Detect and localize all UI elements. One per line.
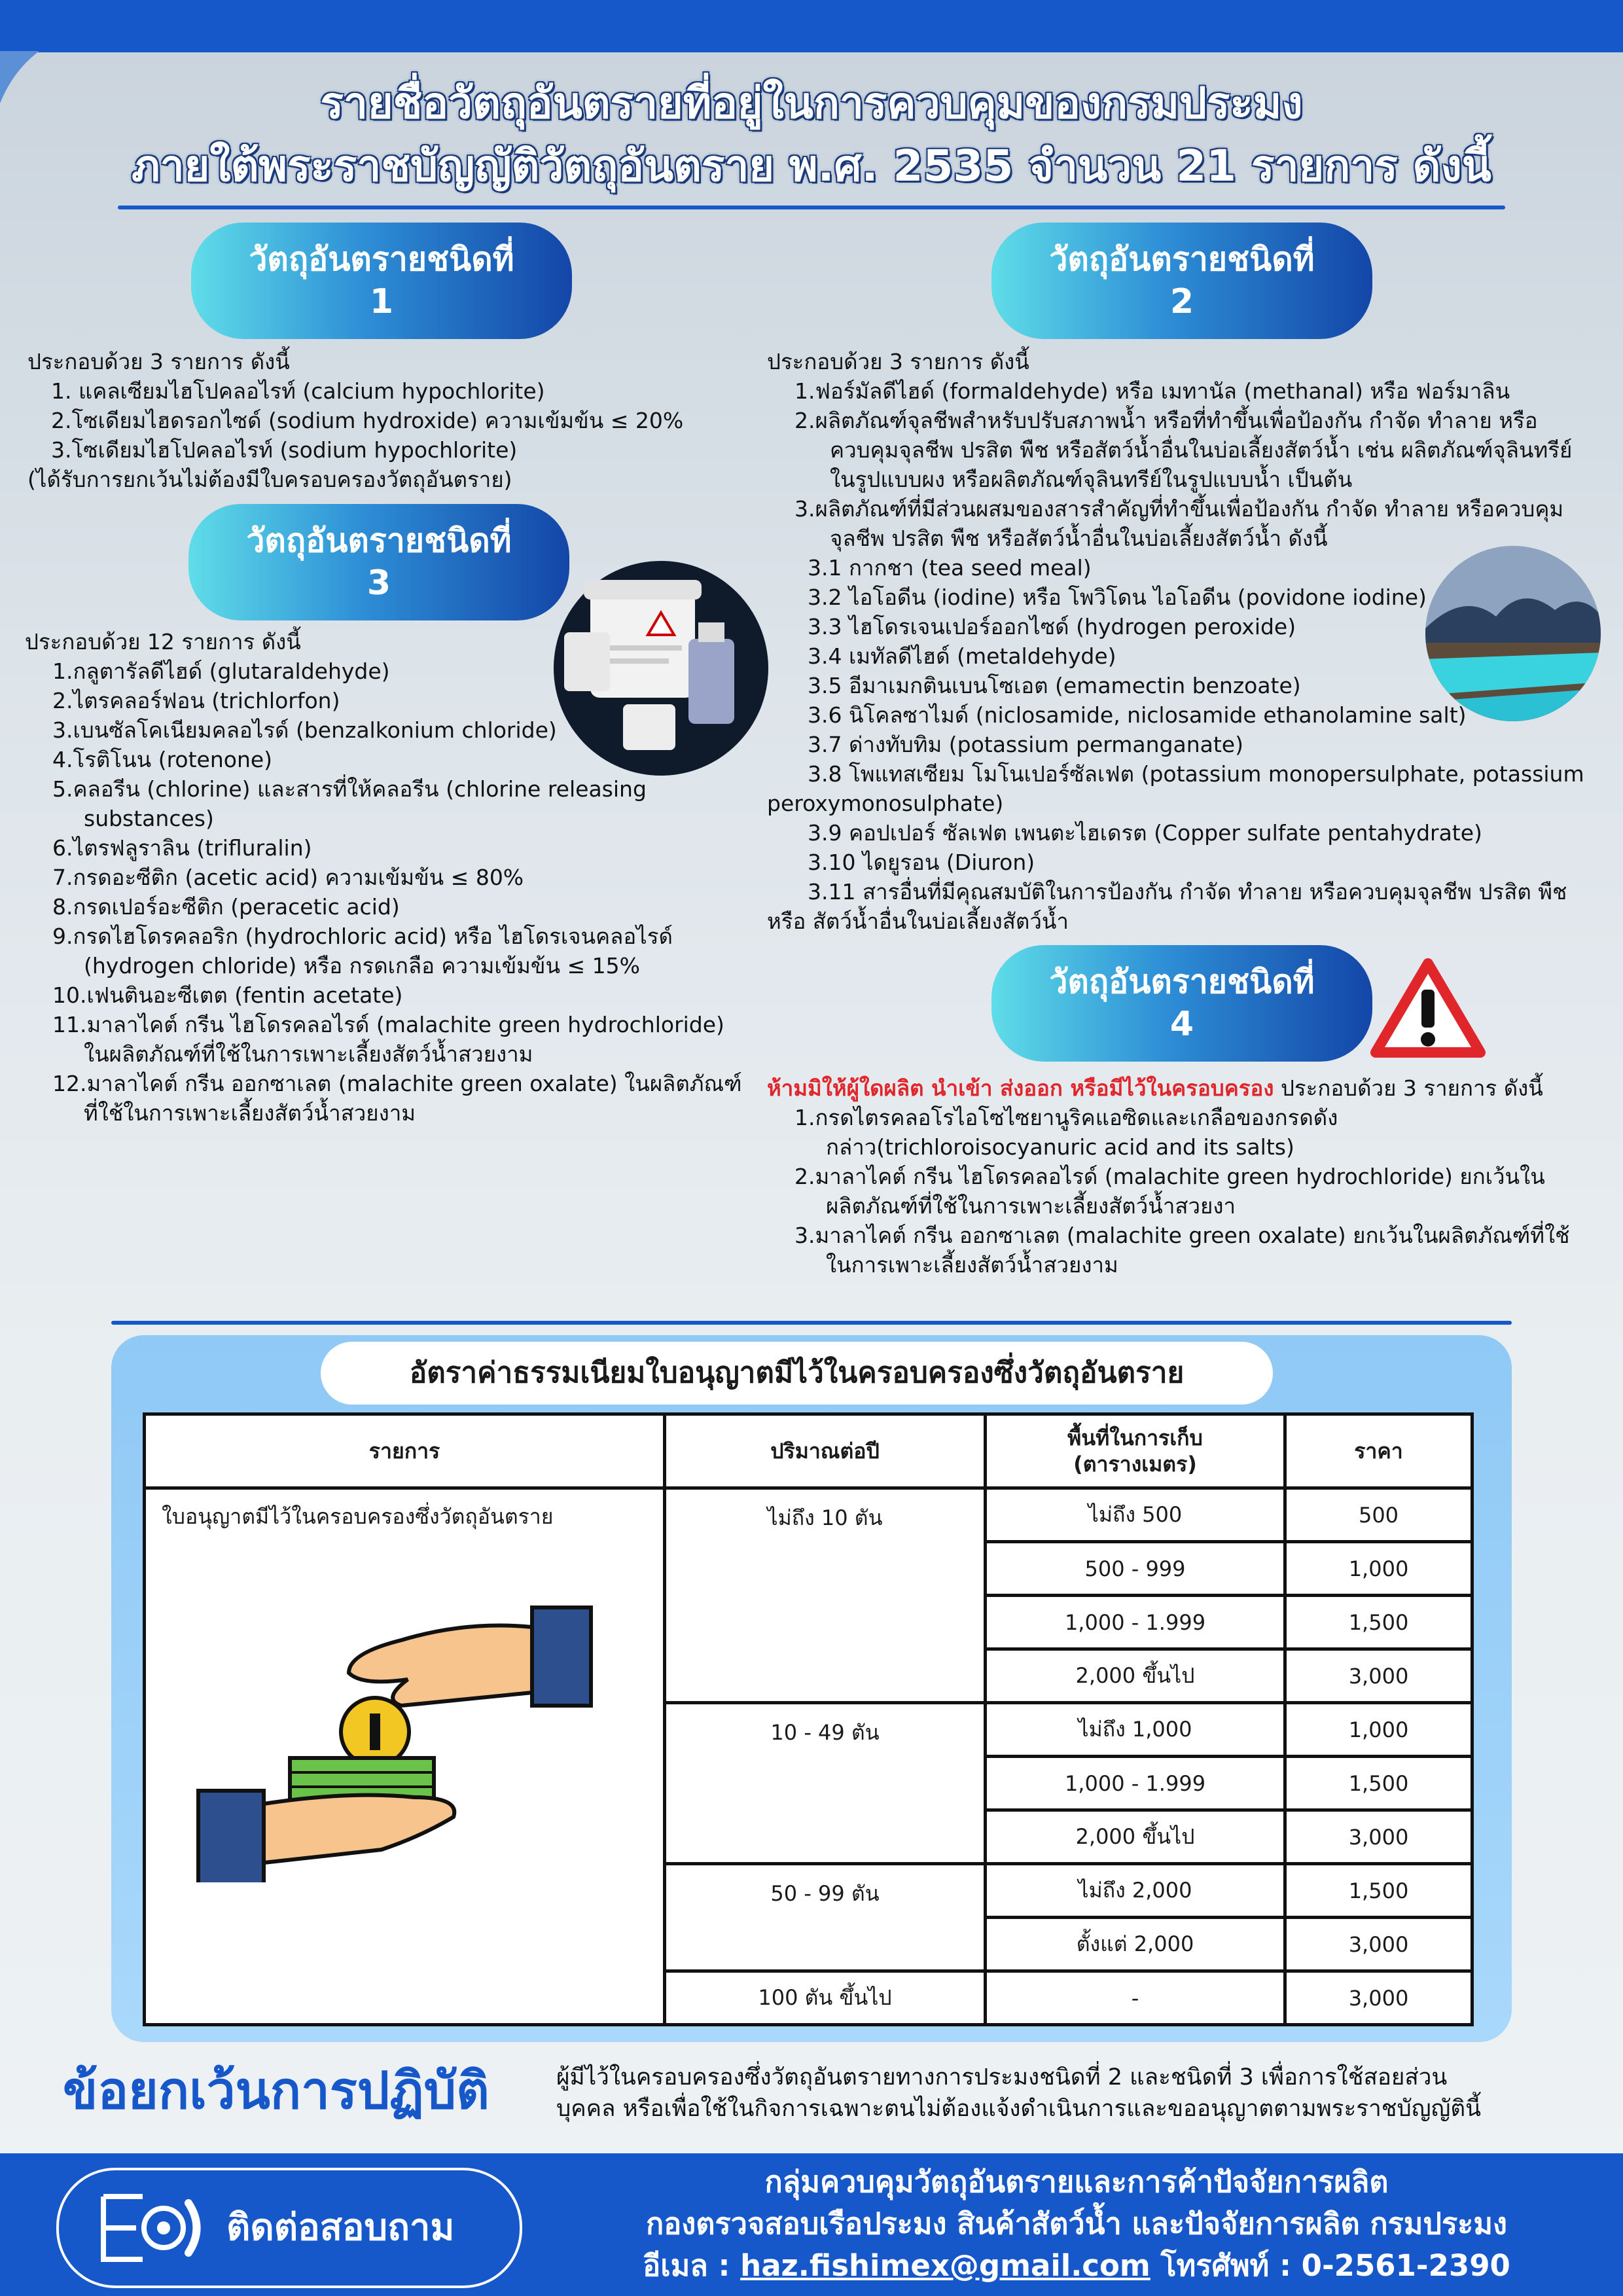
sub-item: 3.9 คอปเปอร์ ซัลเฟต เพนตะไฮเดรต (Copper sulfate pentahydrate) (808, 820, 1482, 846)
type4-badge (991, 945, 1372, 1062)
fee-table (143, 1412, 1474, 2026)
area-header-line2: (ตารางเมตร) (1073, 1452, 1197, 1477)
type4-warning: ห้ามมิให้ผู้ใดผลิต นำเข้า ส่งออก หรือมีไว้ในครอบครอง (767, 1075, 1274, 1101)
area-cell: ไม่ถึง 1,000 (986, 1703, 1285, 1757)
list-item: 11.มาลาไคต์ กรีน ไฮโดรคลอไรด์ (malachite green hydrochloride) ในผลิตภัณฑ์ที่ใช้ในการเพาะเลี้ยงสัตว์น้ำสวยงาม (52, 1012, 724, 1067)
list-item: 1.กลูตารัลดีไฮด์ (glutaraldehyde) (52, 658, 390, 684)
exception-title: ข้อยกเว้นการปฏิบัติ (63, 2062, 490, 2121)
type2-list (767, 347, 1585, 936)
email-label: อีเมล : (643, 2248, 741, 2283)
title-line-1: รายชื่อวัตถุอันตรายที่อยู่ในการควบคุมของกรมประมง (320, 78, 1303, 128)
area-cell: 1,000 - 1.999 (986, 1596, 1285, 1649)
money-hands-illustration (185, 1601, 617, 1882)
phone-number: 0-2561-2390 (1301, 2248, 1510, 2283)
sub-item: 3.3 ไฮโดรเจนเปอร์ออกไซด์ (hydrogen peroxide) (808, 614, 1296, 639)
list-item: 1.ฟอร์มัลดีไฮด์ (formaldehyde) หรือ เมทานัล (methanal) หรือ ฟอร์มาลิน (794, 378, 1510, 404)
area-cell: ไม่ถึง 2,000 (986, 1864, 1285, 1918)
column-header-price: ราคา (1285, 1414, 1472, 1488)
type2-intro: ประกอบด้วย 3 รายการ ดังนี้ (767, 349, 1029, 374)
type1-number: 1 (369, 282, 394, 321)
list-item: 10.เฟนตินอะซีเตต (fentin acetate) (52, 982, 403, 1008)
list-item: 12.มาลาไคต์ กรีน ออกซาเลต (malachite green oxalate) ในผลิตภัณฑ์ที่ใช้ในการเพาะเลี้ยงสัตว์น้ำสวยงาม (52, 1071, 742, 1126)
exception-text (556, 2062, 1584, 2125)
price-cell: 1,000 (1285, 1542, 1472, 1596)
list-item: 6.ไตรฟลูราลิน (trifluralin) (52, 835, 312, 861)
type2-number: 2 (1169, 282, 1194, 321)
page-title (0, 72, 1623, 198)
area-cell: ตั้งแต่ 2,000 (986, 1918, 1285, 1971)
sub-item: 3.6 นิโคลซาไมด์ (niclosamide, niclosamide ethanolamine salt) (808, 702, 1467, 728)
list-item: 7.กรดอะซีติก (acetic acid) ความเข้มข้น ≤ 80% (52, 865, 524, 890)
contact-label: ติดต่อสอบถาม (226, 2206, 455, 2249)
item-cell (145, 1488, 665, 2025)
type4-list (767, 1073, 1592, 1280)
footer-info (563, 2161, 1590, 2287)
list-item: 5.คลอรีน (chlorine) และสารที่ให้คลอรีน (chlorine releasing substances) (52, 776, 647, 831)
sub-item: 3.10 ไดยูรอน (Diuron) (808, 850, 1035, 875)
area-cell: 2,000 ขึ้นไป (986, 1810, 1285, 1864)
type1-label: วัตถุอันตรายชนิดที่ (249, 240, 514, 278)
sub-item: 3.4 เมทัลดีไฮด์ (metaldehyde) (808, 643, 1116, 669)
contact-line (563, 2245, 1590, 2287)
area-cell: 500 - 999 (986, 1542, 1285, 1596)
type2-label: วัตถุอันตรายชนิดที่ (1049, 240, 1315, 278)
sub-item: 3.2 ไอโอดีน (iodine) หรือ โพวิโดน ไอโอดีน (povidone iodine) (808, 584, 1427, 610)
type4-number: 4 (1169, 1005, 1194, 1044)
list-item: 2.ผลิตภัณฑ์จุลชีพสำหรับปรับสภาพน้ำ หรือที่ทำขึ้นเพื่อป้องกัน กำจัด ทำลาย หรือควบคุมจุลชีพ ปรสิต พืช หรือสัตว์น้ำอื่นในบ่อเลี้ยงสัตว์น้ำ เช่น ผลิตภัณฑ์จุลินทรีย์ในรูปแบบผง หรือผลิตภัณฑ์จุลินทรีย์ในรูปแบบน้ำ เป็นต้น (794, 408, 1573, 492)
list-item: 8.กรดเปอร์อะซีติก (peracetic acid) (52, 894, 400, 920)
list-item: 2.ไตรคลอร์ฟอน (trichlorfon) (52, 688, 340, 713)
type3-intro: ประกอบด้วย 12 รายการ ดังนี้ (25, 629, 301, 655)
quantity-cell: 50 - 99 ตัน (665, 1864, 986, 1971)
list-item: 3.เบนซัลโคเนียมคลอไรด์ (benzalkonium chloride) (52, 717, 557, 743)
list-item: 1.กรดไตรคลอโรไอโซไซยานูริคแอซิดและเกลือของกรดดังกล่าว(trichloroisocyanuric acid and its salts) (794, 1105, 1338, 1160)
type1-list (27, 347, 760, 494)
sub-item: 3.1 กากชา (tea seed meal) (808, 555, 1092, 581)
item-name: ใบอนุญาตมีไว้ในครอบครองซึ่งวัตถุอันตราย (162, 1504, 554, 1529)
phone-label: โทรศัพท์ : (1150, 2248, 1302, 2283)
type3-number: 3 (366, 564, 391, 603)
list-item: 9.กรดไฮโดรคลอริก (hydrochloric acid) หรือ ไฮโดรเจนคลอไรด์ (hydrogen chloride) หรือ กรดเกลือ ความเข้มข้น ≤ 15% (52, 924, 673, 978)
contact-button[interactable] (56, 2168, 522, 2288)
column-header-area (986, 1414, 1285, 1488)
price-cell: 1,500 (1285, 1864, 1472, 1918)
list-item: 3.โซเดียมไฮโปคลอไรท์ (sodium hypochlorite) (51, 437, 518, 463)
sub-item: 3.11 สารอื่นที่มีคุณสมบัติในการป้องกัน กำจัด ทำลาย หรือควบคุมจุลชีพ ปรสิต พืช หรือ สัตว์น้ำอื่นในบ่อเลี้ยงสัตว์น้ำ (767, 879, 1567, 934)
quantity-cell: ไม่ถึง 10 ตัน (665, 1488, 986, 1703)
price-cell: 1,000 (1285, 1703, 1472, 1757)
price-cell: 500 (1285, 1488, 1472, 1542)
exception-line-1: ผู้มีไว้ในครอบครองซึ่งวัตถุอันตรายทางการประมงชนิดที่ 2 และชนิดที่ 3 เพื่อการใช้สอยส่วน (556, 2064, 1448, 2090)
table-header-row (145, 1414, 1472, 1488)
sub-item: 3.5 อีมาเมกตินเบนโซเอต (emamectin benzoate) (808, 673, 1301, 698)
column-header-item: รายการ (145, 1414, 665, 1488)
warning-icon (1370, 958, 1486, 1058)
area-cell: ไม่ถึง 500 (986, 1488, 1285, 1542)
exception-line-2: บุคคล หรือเพื่อใช้ในกิจการเฉพาะตนไม่ต้องแจ้งดำเนินการและขออนุญาตตามพระราชบัญญัตินี้ (556, 2096, 1482, 2122)
price-cell: 3,000 (1285, 1971, 1472, 2025)
email-link[interactable]: haz.fishimex@gmail.com (740, 2248, 1150, 2283)
price-cell: 1,500 (1285, 1757, 1472, 1810)
column-header-quantity: ปริมาณต่อปี (665, 1414, 986, 1488)
area-header-line1: พื้นที่ในการเก็บ (1067, 1426, 1203, 1450)
type4-intro: ประกอบด้วย 3 รายการ ดังนี้ (1274, 1075, 1543, 1101)
sub-item: 3.7 ด่างทับทิม (potassium permanganate) (808, 732, 1243, 757)
list-item: 4.โรติโนน (rotenone) (52, 747, 273, 772)
list-item: 1. แคลเซียมไฮโปคลอไรท์ (calcium hypochlorite) (51, 378, 545, 404)
title-divider (118, 206, 1505, 209)
table-row (145, 1488, 1472, 1542)
section-divider (111, 1321, 1512, 1325)
area-cell: 2,000 ขึ้นไป (986, 1649, 1285, 1703)
type4-label: วัตถุอันตรายชนิดที่ (1049, 963, 1315, 1001)
list-item: 3.ผลิตภัณฑ์ที่มีส่วนผสมของสารสำคัญที่ทำขึ้นเพื่อป้องกัน กำจัด ทำลาย หรือควบคุมจุลชีพ ปรสิต พืช หรือสัตว์น้ำอื่นในบ่อเลี้ยงสัตว์น้ำ ดังนี้ (794, 496, 1564, 551)
price-cell: 3,000 (1285, 1918, 1472, 1971)
type3-label: วัตถุอันตรายชนิดที่ (246, 522, 512, 560)
top-bar (0, 0, 1623, 52)
list-item: 2.โซเดียมไฮดรอกไซด์ (sodium hydroxide) ความเข้มข้น ≤ 20% (51, 408, 684, 433)
quantity-cell: 10 - 49 ตัน (665, 1703, 986, 1864)
area-cell: - (986, 1971, 1285, 2025)
type2-badge (991, 223, 1372, 339)
org-line-2: กองตรวจสอบเรือประมง สินค้าสัตว์น้ำ และปัจจัยการผลิต กรมประมง (646, 2206, 1507, 2241)
price-cell: 3,000 (1285, 1810, 1472, 1864)
type3-badge (188, 504, 569, 620)
email-phone-icon (90, 2190, 208, 2266)
fee-table-title: อัตราค่าธรรมเนียมใบอนุญาตมีไว้ในครอบครองซึ่งวัตถุอันตราย (321, 1342, 1273, 1405)
price-cell: 1,500 (1285, 1596, 1472, 1649)
title-line-2: ภายใต้พระราชบัญญัติวัตถุอันตราย พ.ศ. 2535 จำนวน 21 รายการ ดังนี้ (132, 141, 1491, 191)
area-cell: 1,000 - 1.999 (986, 1757, 1285, 1810)
org-line-1: กลุ่มควบคุมวัตถุอันตรายและการค้าปัจจัยการผลิต (764, 2164, 1389, 2199)
price-cell: 3,000 (1285, 1649, 1472, 1703)
type1-badge (191, 223, 572, 339)
type1-intro: ประกอบด้วย 3 รายการ ดังนี้ (27, 349, 290, 374)
type3-list (25, 627, 751, 1128)
list-item: 2.มาลาไคต์ กรีน ไฮโดรคลอไรด์ (malachite green hydrochloride) ยกเว้นในผลิตภัณฑ์ที่ใช้ในการเพาะเลี้ยงสัตว์น้ำสวยงา (794, 1164, 1545, 1219)
type1-note: (ได้รับการยกเว้นไม่ต้องมีใบครอบครองวัตถุอันตราย) (27, 467, 512, 492)
list-item: 3.มาลาไคต์ กรีน ออกซาเลต (malachite green oxalate) ยกเว้นในผลิตภัณฑ์ที่ใช้ในการเพาะเลี้ยงสัตว์น้ำสวยงาม (794, 1223, 1570, 1278)
quantity-cell: 100 ตัน ขึ้นไป (665, 1971, 986, 2025)
sub-item: 3.8 โพแทสเซียม โมโนเปอร์ซัลเฟต (potassium monopersulphate, potassium peroxymonosulphate) (767, 761, 1584, 816)
